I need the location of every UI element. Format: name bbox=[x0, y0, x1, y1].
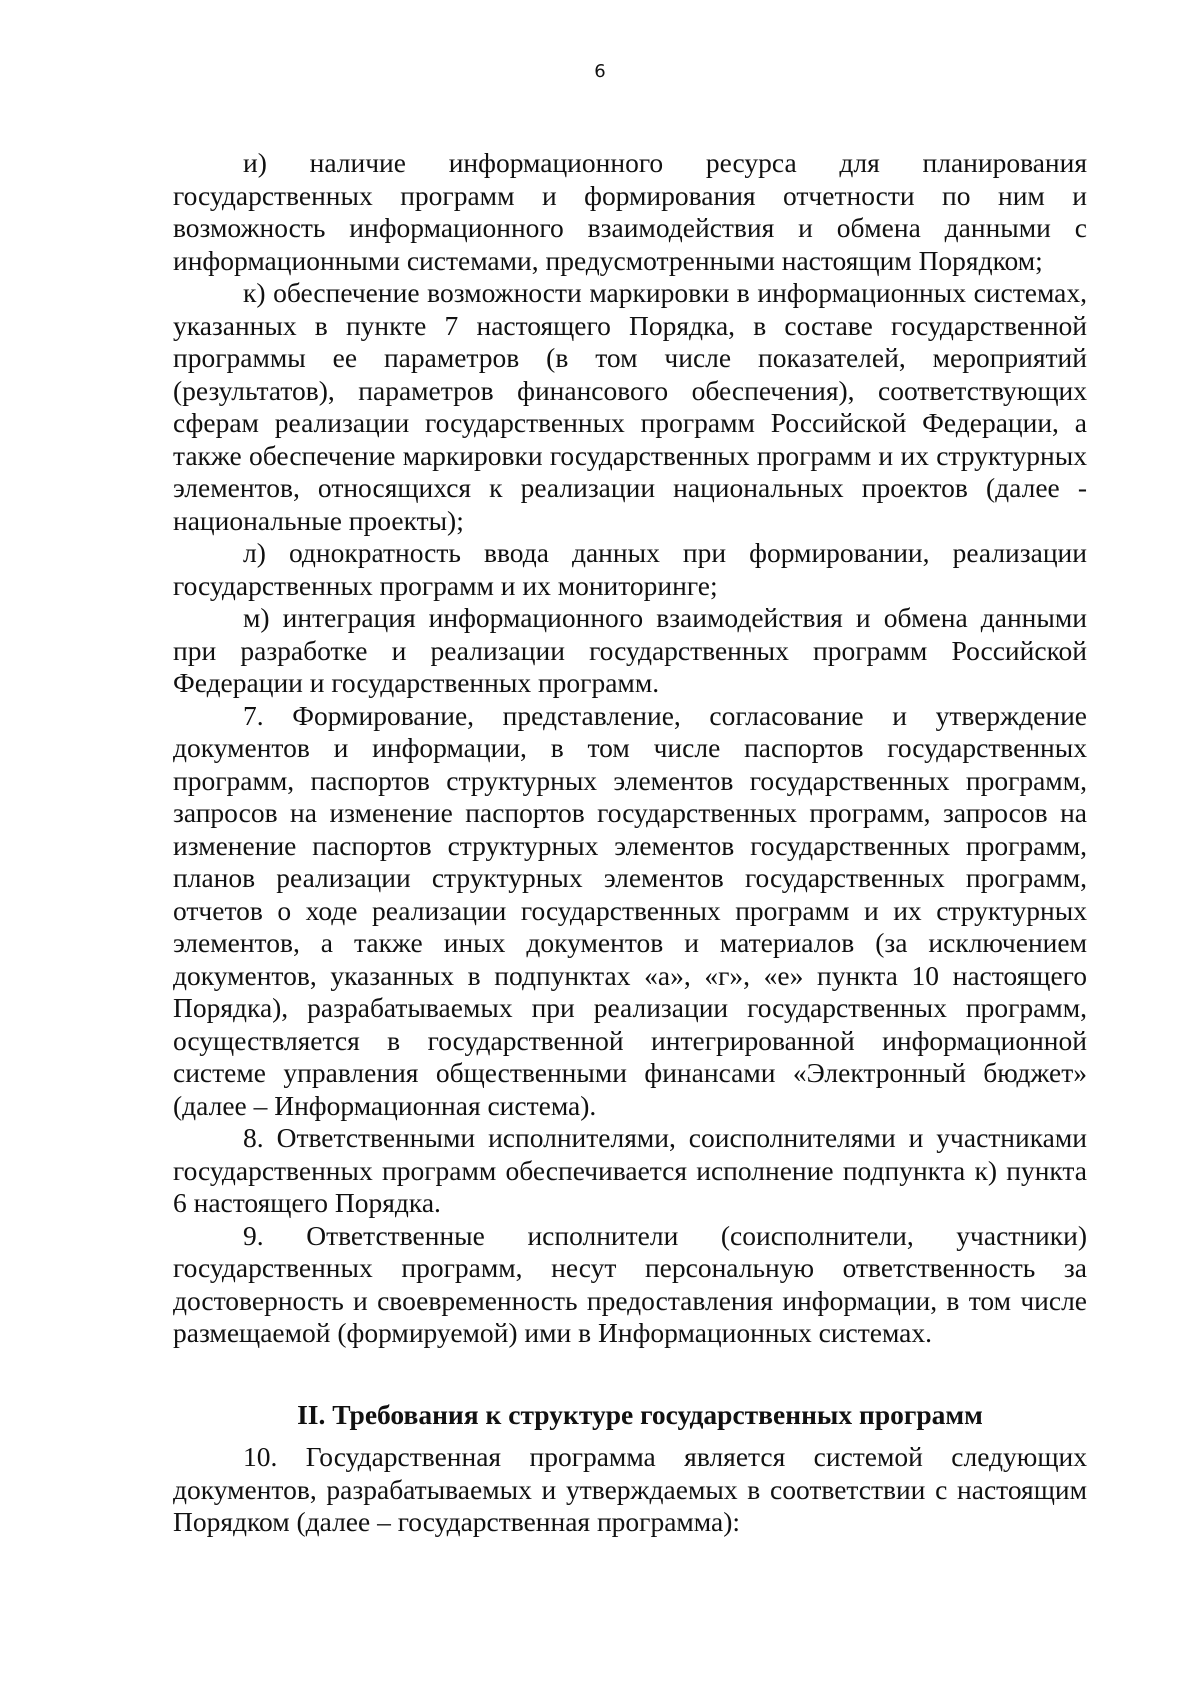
document-body bbox=[173, 147, 1087, 1539]
paragraph-10: 10. Государственная программа является системой следующих документов, разрабатываемых и утверждаемых в соответствии с настоящим Порядком (далее – государственная программа): bbox=[173, 1441, 1087, 1537]
paragraph-k: к) обеспечение возможности маркировки в информационных системах, указанных в пункте 7 настоящего Порядка, в составе государственной программы ее параметров (в том числе показателей, мероприятий (результатов), параметров финансового обеспечения), соответствующих сферам реализации государственных программ Российской Федерации, а также обеспечение маркировки государственных программ и их структурных элементов, относящихся к реализации национальных проектов (далее - национальные проекты); bbox=[173, 277, 1087, 536]
paragraph-l: л) однократность ввода данных при формировании, реализации государственных программ и их мониторинге; bbox=[173, 537, 1087, 601]
paragraph-m: м) интеграция информационного взаимодействия и обмена данными при разработке и реализации государственных программ Российской Федерации и государственных программ. bbox=[173, 602, 1087, 698]
paragraph-7: 7. Формирование, представление, согласование и утверждение документов и информации, в том числе паспортов государственных программ, паспортов структурных элементов государственных программ, запросов на изменение паспортов государственных программ, запросов на изменение паспортов структурных элементов государственных программ, планов реализации структурных элементов государственных программ, отчетов о ходе реализации государственных программ и их структурных элементов, а также иных документов и материалов (за исключением документов, указанных в подпунктах «а», «г», «е» пункта 10 настоящего Порядка), разрабатываемых при реализации государственных программ, осуществляется в государственной интегрированной информационной системе управления общественными финансами «Электронный бюджет» (далее – Информационная система). bbox=[173, 699, 1087, 1121]
paragraph-8: 8. Ответственными исполнителями, соисполнителями и участниками государственных программ обеспечивается исполнение подпункта к) пункта 6 настоящего Порядка. bbox=[173, 1122, 1087, 1218]
paragraph-i: и) наличие информационного ресурса для планирования государственных программ и формирования отчетности по ним и возможность информационного взаимодействия и обмена данными с информационными системами, предусмотренными настоящим Порядком; bbox=[173, 147, 1087, 276]
section-heading: II. Требования к структуре государственных программ bbox=[297, 1398, 983, 1430]
paragraph-9: 9. Ответственные исполнители (соисполнители, участники) государственных программ, несут персональную ответственность за достоверность и своевременность предоставления информации, в том числе размещаемой (формируемой) ими в Информационных системах. bbox=[173, 1219, 1087, 1348]
page-number: 6 bbox=[594, 61, 606, 82]
